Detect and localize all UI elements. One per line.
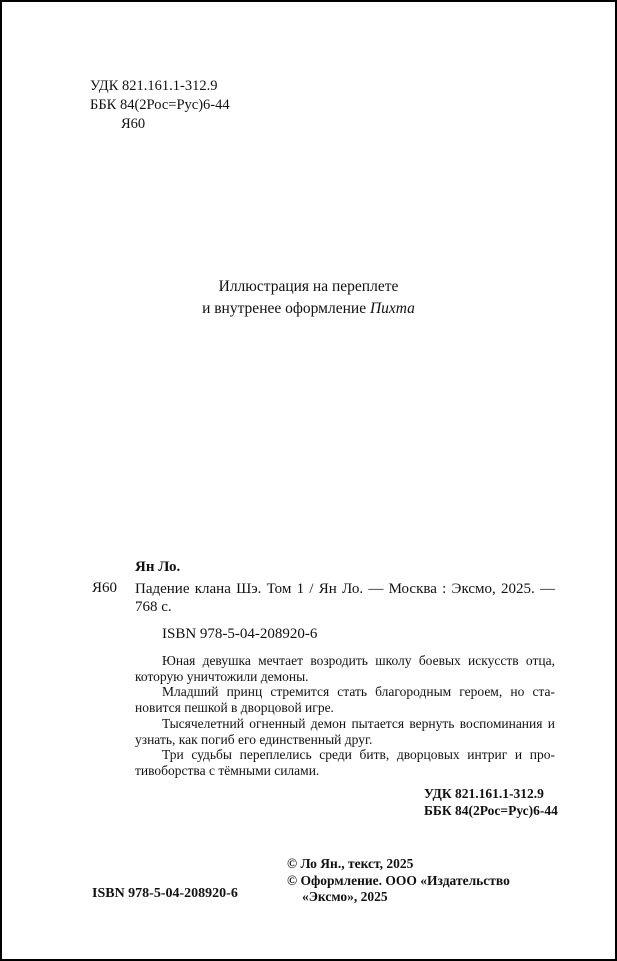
illustration-line-1: Иллюстрация на переплете (218, 278, 399, 295)
author-sign: Я60 (121, 116, 146, 132)
annotation-paragraph: Три судьбы переплелись среди битв, дворцовых интриг и противоборства с тёмными силами. (135, 747, 555, 778)
illustration-line-2 (2, 298, 615, 320)
classification-codes-bottom (424, 785, 558, 819)
annotation (135, 653, 555, 779)
annotation-paragraph: Юная девушка мечтает возродить школу боевых искусств отца, которую уничтожили демоны. (135, 653, 555, 684)
bbk-code: ББК 84(2Рос=Рус)6-44 (90, 97, 230, 113)
annotation-paragraph: Младший принц стремится стать благородным героем, но становится пешкой в дворцовой игре. (135, 684, 555, 716)
udk-code-bottom: УДК 821.161.1-312.9 (424, 786, 544, 801)
record-author: Ян Ло. (135, 559, 181, 575)
classification-codes-top (90, 77, 230, 134)
bibliographic-description: Падение клана Шэ. Том 1 / Ян Ло. — Москва : Эксмо, 2025. — 768 с. (135, 581, 555, 615)
illustration-credit (2, 276, 615, 320)
record-author-sign: Я60 (92, 580, 118, 596)
record-isbn: ISBN 978-5-04-208920-6 (162, 626, 318, 642)
copyright-design: © Оформление. ООО «Издательство «Эксмо», 2025 (287, 872, 510, 904)
copyright-text: © Ло Ян., текст, 2025 (287, 856, 414, 871)
copyright-block (287, 856, 567, 906)
bbk-code-bottom: ББК 84(2Рос=Рус)6-44 (424, 803, 558, 818)
illustration-line-2-text: и внутренее оформление (202, 300, 370, 317)
illustrator-name: Пихта (369, 300, 415, 317)
isbn-bottom: ISBN 978-5-04-208920-6 (92, 886, 238, 901)
udk-code: УДК 821.161.1-312.9 (90, 78, 218, 94)
annotation-paragraph: Тысячелетний огненный демон пытается вернуть воспоминания и узнать, как погиб его единственный друг. (135, 715, 555, 747)
